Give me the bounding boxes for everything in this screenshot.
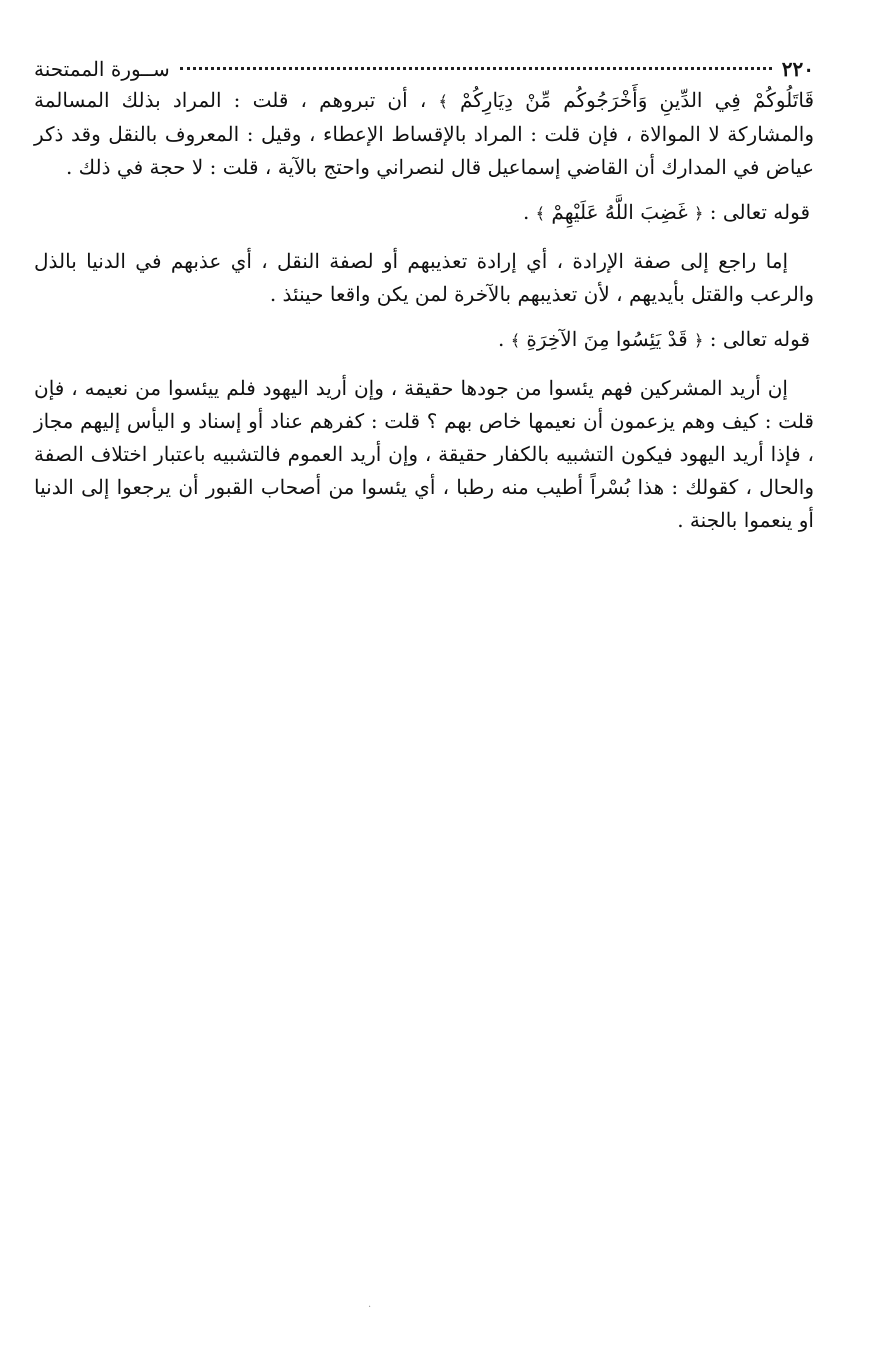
dotted-leader (180, 67, 772, 70)
quran-bracket-close: ﴾ (535, 204, 546, 223)
scan-speck: · (368, 1302, 372, 1313)
paragraph-2: إما راجع إلى صفة الإرادة ، أي إرادة تعذيبهم أو لصفة النقل ، أي عذبهم في الدنيا بالذل والرعب والقتل بأيديهم ، لأن تعذيبهم بالآخرة لمن يكن واقعا حينئذ . (34, 249, 814, 306)
verse-heading-2 (34, 323, 814, 357)
paragraph-3: إن أريد المشركين فهم يئسوا من جودها حقيقة ، وإن أريد اليهود فلم ييئسوا من نعيمه ، فإن قلت : كيف وهم يزعمون أن نعيمها خاص بهم ؟ قلت : كفرهم عناد أو إسناد و اليأس إليهم مجاز ، فإذا أريد اليهود فيكون التشبيه بالكفار حقيقة ، وإن أريد العموم فالتشبيه باعتبار اختلاف الصفة والحال ، كقولك : هذا بُسْراً أطيب منه رطبا ، أي يئسوا من أصحاب القبور أن يرجعوا إلى الدنيا أو ينعموا بالجنة . (34, 376, 814, 532)
quran-bracket-open: ﴿ (694, 331, 704, 350)
page-number: ٢٢٠ (781, 57, 814, 81)
verse-lead: قوله تعالى : (709, 327, 810, 351)
page-body (34, 84, 814, 537)
running-head (34, 54, 814, 84)
quran-bracket-close: ﴾ (510, 331, 521, 350)
quran-bracket-close: ﴾ (438, 92, 448, 111)
verse-lead: قوله تعالى : (709, 200, 810, 224)
paragraph-1 (34, 84, 814, 184)
quran-quote: قَدْ يَئِسُوا مِنَ الآخِرَةِ (526, 327, 688, 351)
quran-bracket-open: ﴿ (694, 204, 704, 223)
quran-quote: غَضِبَ اللَّهُ عَلَيْهِمْ (551, 200, 688, 224)
verse-tail: . (497, 327, 505, 351)
quran-quote: قَاتَلُوكُمْ فِي الدِّينِ وَأَخْرَجُوكُم مِّنْ دِيَارِكُمْ (459, 88, 815, 112)
surah-title: ســورة الممتحنة (34, 57, 170, 81)
paragraph-1-text: ، أن تبروهم ، قلت : المراد بذلك المسالمة والمشاركة لا الموالاة ، فإن قلت : المراد بالإقساط الإعطاء ، وقيل : المعروف بالنقل وقد ذكر عياض في المدارك أن القاضي إسماعيل قال لنصراني واحتج بالآية ، قلت : لا حجة في ذلك . (34, 88, 814, 179)
verse-heading-1 (34, 196, 814, 230)
page (34, 54, 814, 549)
verse-tail: . (522, 200, 530, 224)
